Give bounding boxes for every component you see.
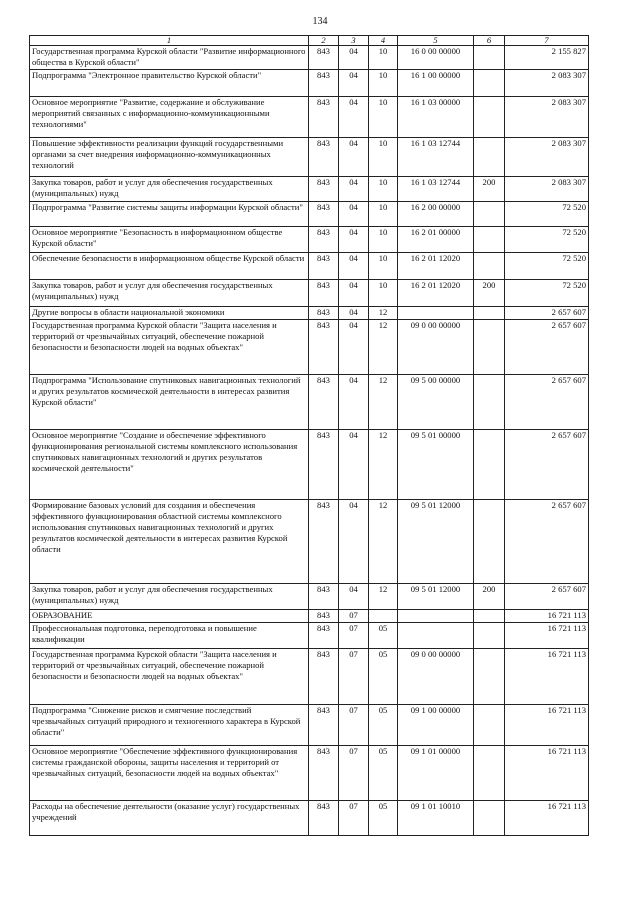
row-subsection-cell: 10	[369, 97, 398, 138]
header-cell: 2	[309, 36, 339, 46]
row-grbs-cell: 843	[309, 177, 339, 202]
row-target-article-cell: 16 0 00 00000	[398, 46, 474, 70]
row-grbs-cell: 843	[309, 584, 339, 610]
row-expense-type-cell	[474, 649, 505, 705]
header-cell: 7	[505, 36, 589, 46]
table-row	[30, 623, 589, 649]
row-section-cell: 04	[339, 280, 369, 307]
row-name-cell: Государственная программа Курской области "Защита населения и территорий от чрезвычайных ситуаций, обеспечение пожарной безопасности и безопасности людей на водных объектах"	[30, 320, 309, 375]
row-subsection-cell: 12	[369, 307, 398, 320]
row-section-cell: 04	[339, 320, 369, 375]
row-name-cell: Повышение эффективности реализации функций государственными органами за счет внедрения информационно-коммуникационных технологий	[30, 138, 309, 177]
table-row	[30, 177, 589, 202]
row-name-cell: Основное мероприятие "Безопасность в информационном обществе Курской области"	[30, 227, 309, 253]
row-name-cell: Основное мероприятие "Обеспечение эффективного функционирования системы гражданской обороны, защиты населения и территорий от чрезвычайных ситуаций, безопасности людей на водных объектах"	[30, 746, 309, 801]
row-amount-cell: 2 155 827	[505, 46, 589, 70]
row-subsection-cell: 05	[369, 801, 398, 836]
row-target-article-cell	[398, 307, 474, 320]
row-section-cell: 04	[339, 138, 369, 177]
row-name-cell: Основное мероприятие "Создание и обеспечение эффективного функционирования региональной системы комплексного использования спутниковых навигационных технологий и других результатов космической деятельности"	[30, 430, 309, 500]
table-row	[30, 610, 589, 623]
row-expense-type-cell	[474, 253, 505, 280]
row-subsection-cell: 05	[369, 705, 398, 746]
row-amount-cell: 16 721 113	[505, 705, 589, 746]
row-grbs-cell: 843	[309, 46, 339, 70]
row-target-article-cell: 16 2 01 12020	[398, 280, 474, 307]
row-amount-cell: 2 083 307	[505, 138, 589, 177]
row-amount-cell: 2 657 607	[505, 320, 589, 375]
row-subsection-cell: 12	[369, 375, 398, 430]
row-target-article-cell: 16 2 01 00000	[398, 227, 474, 253]
row-target-article-cell: 09 5 01 12000	[398, 584, 474, 610]
row-grbs-cell: 843	[309, 253, 339, 280]
row-target-article-cell: 16 2 01 12020	[398, 253, 474, 280]
row-grbs-cell: 843	[309, 430, 339, 500]
table-row	[30, 97, 589, 138]
row-section-cell: 07	[339, 610, 369, 623]
row-amount-cell: 2 657 607	[505, 307, 589, 320]
table-row	[30, 227, 589, 253]
row-subsection-cell: 10	[369, 46, 398, 70]
row-grbs-cell: 843	[309, 202, 339, 227]
row-target-article-cell: 09 0 00 00000	[398, 320, 474, 375]
row-grbs-cell: 843	[309, 280, 339, 307]
row-expense-type-cell	[474, 500, 505, 584]
row-amount-cell: 2 657 607	[505, 375, 589, 430]
row-grbs-cell: 843	[309, 623, 339, 649]
row-target-article-cell: 16 1 03 00000	[398, 97, 474, 138]
row-name-cell: Профессиональная подготовка, переподготовка и повышение квалификации	[30, 623, 309, 649]
header-cell: 3	[339, 36, 369, 46]
row-expense-type-cell: 200	[474, 280, 505, 307]
table-row	[30, 705, 589, 746]
row-name-cell: Подпрограмма "Электронное правительство Курской области"	[30, 70, 309, 97]
header-row	[30, 36, 589, 46]
row-expense-type-cell	[474, 97, 505, 138]
table-row	[30, 253, 589, 280]
row-target-article-cell: 09 1 00 00000	[398, 705, 474, 746]
row-section-cell: 04	[339, 430, 369, 500]
row-expense-type-cell: 200	[474, 584, 505, 610]
row-subsection-cell: 10	[369, 138, 398, 177]
table-row	[30, 649, 589, 705]
row-subsection-cell: 10	[369, 227, 398, 253]
row-expense-type-cell	[474, 227, 505, 253]
row-name-cell: Другие вопросы в области национальной экономики	[30, 307, 309, 320]
row-grbs-cell: 843	[309, 705, 339, 746]
row-target-article-cell: 09 5 01 00000	[398, 430, 474, 500]
row-grbs-cell: 843	[309, 801, 339, 836]
row-subsection-cell: 10	[369, 253, 398, 280]
row-amount-cell: 72 520	[505, 202, 589, 227]
row-subsection-cell: 12	[369, 430, 398, 500]
row-target-article-cell: 09 1 01 00000	[398, 746, 474, 801]
row-grbs-cell: 843	[309, 227, 339, 253]
row-name-cell: Государственная программа Курской области "Защита населения и территорий от чрезвычайных ситуаций, обеспечение пожарной безопасности и безопасности людей на водных объектах"	[30, 649, 309, 705]
row-section-cell: 04	[339, 202, 369, 227]
header-cell: 6	[474, 36, 505, 46]
row-target-article-cell: 09 5 01 12000	[398, 500, 474, 584]
row-target-article-cell	[398, 610, 474, 623]
row-name-cell: Расходы на обеспечение деятельности (оказание услуг) государственных учреждений	[30, 801, 309, 836]
row-amount-cell: 2 083 307	[505, 177, 589, 202]
row-expense-type-cell	[474, 46, 505, 70]
row-amount-cell: 16 721 113	[505, 623, 589, 649]
table-row	[30, 70, 589, 97]
row-target-article-cell: 09 1 01 10010	[398, 801, 474, 836]
row-grbs-cell: 843	[309, 320, 339, 375]
row-grbs-cell: 843	[309, 649, 339, 705]
table-row	[30, 138, 589, 177]
row-amount-cell: 2 083 307	[505, 70, 589, 97]
row-amount-cell: 72 520	[505, 253, 589, 280]
row-name-cell: Государственная программа Курской области "Развитие информационного общества в Курской области"	[30, 46, 309, 70]
row-amount-cell: 2 657 607	[505, 584, 589, 610]
row-expense-type-cell	[474, 610, 505, 623]
row-target-article-cell	[398, 623, 474, 649]
row-target-article-cell: 09 0 00 00000	[398, 649, 474, 705]
row-amount-cell: 72 520	[505, 227, 589, 253]
row-subsection-cell	[369, 610, 398, 623]
row-subsection-cell: 10	[369, 280, 398, 307]
row-expense-type-cell	[474, 320, 505, 375]
row-grbs-cell: 843	[309, 375, 339, 430]
page-number: 134	[312, 16, 328, 27]
row-amount-cell: 2 657 607	[505, 500, 589, 584]
row-amount-cell: 16 721 113	[505, 801, 589, 836]
row-section-cell: 07	[339, 649, 369, 705]
row-section-cell: 04	[339, 46, 369, 70]
row-section-cell: 04	[339, 177, 369, 202]
header-cell: 5	[398, 36, 474, 46]
row-expense-type-cell	[474, 375, 505, 430]
row-expense-type-cell	[474, 307, 505, 320]
table-row	[30, 430, 589, 500]
table-row	[30, 375, 589, 430]
row-name-cell: ОБРАЗОВАНИЕ	[30, 610, 309, 623]
row-amount-cell: 16 721 113	[505, 649, 589, 705]
row-section-cell: 04	[339, 227, 369, 253]
row-target-article-cell: 16 1 03 12744	[398, 177, 474, 202]
row-section-cell: 04	[339, 500, 369, 584]
row-section-cell: 07	[339, 623, 369, 649]
row-name-cell: Подпрограмма "Использование спутниковых навигационных технологий и других результатов космической деятельности в интересах развития Курской области"	[30, 375, 309, 430]
row-subsection-cell: 12	[369, 500, 398, 584]
row-name-cell: Подпрограмма "Развитие системы защиты информации Курской области"	[30, 202, 309, 227]
table-row	[30, 307, 589, 320]
row-grbs-cell: 843	[309, 97, 339, 138]
row-name-cell: Закупка товаров, работ и услуг для обеспечения государственных (муниципальных) нужд	[30, 177, 309, 202]
row-section-cell: 04	[339, 307, 369, 320]
row-amount-cell: 2 083 307	[505, 97, 589, 138]
row-section-cell: 04	[339, 584, 369, 610]
row-expense-type-cell	[474, 430, 505, 500]
row-subsection-cell: 10	[369, 177, 398, 202]
row-section-cell: 07	[339, 801, 369, 836]
row-grbs-cell: 843	[309, 138, 339, 177]
table-row	[30, 320, 589, 375]
row-section-cell: 07	[339, 746, 369, 801]
row-subsection-cell: 05	[369, 649, 398, 705]
row-section-cell: 04	[339, 70, 369, 97]
row-section-cell: 04	[339, 97, 369, 138]
row-expense-type-cell	[474, 746, 505, 801]
row-target-article-cell: 16 2 00 00000	[398, 202, 474, 227]
row-target-article-cell: 16 1 00 00000	[398, 70, 474, 97]
table-row	[30, 500, 589, 584]
row-target-article-cell: 16 1 03 12744	[398, 138, 474, 177]
table-row	[30, 46, 589, 70]
row-section-cell: 04	[339, 253, 369, 280]
row-subsection-cell: 10	[369, 202, 398, 227]
row-expense-type-cell: 200	[474, 177, 505, 202]
row-expense-type-cell	[474, 801, 505, 836]
table-row	[30, 202, 589, 227]
row-expense-type-cell	[474, 202, 505, 227]
row-amount-cell: 72 520	[505, 280, 589, 307]
row-amount-cell: 16 721 113	[505, 610, 589, 623]
row-name-cell: Основное мероприятие "Развитие, содержание и обслуживание мероприятий связанных с информационно-коммуникационными технологиями"	[30, 97, 309, 138]
row-grbs-cell: 843	[309, 70, 339, 97]
row-subsection-cell: 12	[369, 584, 398, 610]
row-amount-cell: 16 721 113	[505, 746, 589, 801]
budget-table	[29, 35, 589, 836]
row-name-cell: Подпрограмма "Снижение рисков и смягчение последствий чрезвычайных ситуаций природного и техногенного характера в Курской области"	[30, 705, 309, 746]
row-name-cell: Формирование базовых условий для создания и обеспечения эффективного функционирования областной системы комплексного использования спутниковых навигационных технологий и других результатов космической деятельности в интересах развития Курской области	[30, 500, 309, 584]
row-subsection-cell: 12	[369, 320, 398, 375]
row-grbs-cell: 843	[309, 746, 339, 801]
row-grbs-cell: 843	[309, 307, 339, 320]
row-expense-type-cell	[474, 138, 505, 177]
row-section-cell: 07	[339, 705, 369, 746]
row-subsection-cell: 05	[369, 623, 398, 649]
row-name-cell: Закупка товаров, работ и услуг для обеспечения государственных (муниципальных) нужд	[30, 280, 309, 307]
header-cell: 1	[30, 36, 309, 46]
row-expense-type-cell	[474, 70, 505, 97]
row-name-cell: Обеспечение безопасности в информационном обществе Курской области	[30, 253, 309, 280]
row-grbs-cell: 843	[309, 610, 339, 623]
row-expense-type-cell	[474, 705, 505, 746]
row-target-article-cell: 09 5 00 00000	[398, 375, 474, 430]
row-subsection-cell: 10	[369, 70, 398, 97]
row-expense-type-cell	[474, 623, 505, 649]
row-section-cell: 04	[339, 375, 369, 430]
table-row	[30, 801, 589, 836]
table-row	[30, 584, 589, 610]
table-row	[30, 746, 589, 801]
table-row	[30, 280, 589, 307]
row-name-cell: Закупка товаров, работ и услуг для обеспечения государственных (муниципальных) нужд	[30, 584, 309, 610]
header-cell: 4	[369, 36, 398, 46]
row-amount-cell: 2 657 607	[505, 430, 589, 500]
row-subsection-cell: 05	[369, 746, 398, 801]
row-grbs-cell: 843	[309, 500, 339, 584]
